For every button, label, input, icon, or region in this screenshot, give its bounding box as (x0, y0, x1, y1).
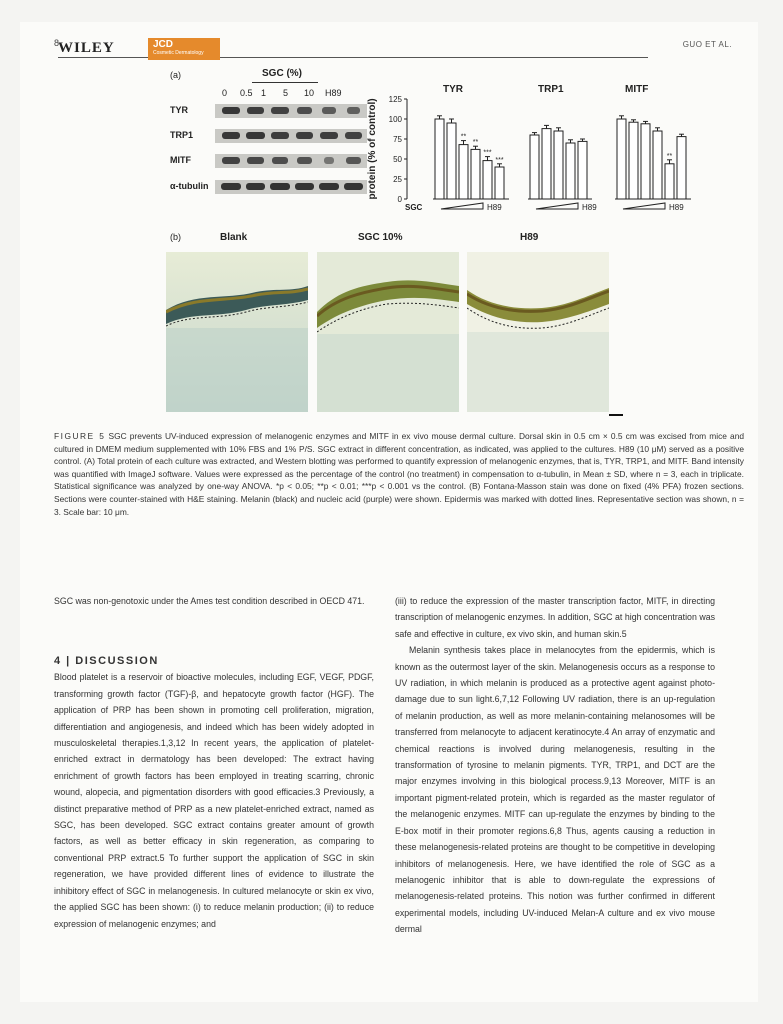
bar (653, 131, 662, 199)
blot-strip (215, 154, 367, 168)
chart-title: TYR (443, 84, 463, 95)
y-tick-label: 50 (393, 155, 402, 164)
bar (471, 149, 480, 199)
y-tick-label: 0 (397, 195, 402, 204)
x-label-h89: H89 (487, 203, 502, 212)
blot-strip (215, 129, 367, 143)
bar (677, 137, 686, 199)
blot-band (221, 183, 240, 190)
lane-label: 0 (222, 88, 228, 98)
blot-band (295, 183, 314, 190)
bar (435, 119, 444, 199)
blot-band (247, 157, 264, 164)
bar (483, 161, 492, 199)
scale-bar (609, 414, 623, 416)
y-tick-label: 25 (393, 175, 402, 184)
y-tick-label: 100 (388, 115, 402, 124)
blot-band (320, 132, 338, 139)
y-tick-label: 125 (388, 95, 402, 104)
sgc-bracket (252, 82, 318, 83)
chart-title: TRP1 (538, 84, 564, 95)
running-head: GUO ET AL. (682, 40, 732, 49)
panel-b-title-sgc: SGC 10% (358, 232, 403, 243)
bar (542, 129, 551, 199)
bar (641, 124, 650, 199)
histology-sgc (317, 252, 459, 412)
blot-band (319, 183, 338, 190)
panel-b-title-blank: Blank (220, 232, 248, 243)
left-column (54, 593, 374, 932)
bar (566, 143, 575, 199)
blot-band (345, 132, 362, 139)
blot-band (347, 107, 360, 114)
bar (495, 167, 504, 199)
blot-row-label: TYR (170, 105, 188, 115)
x-label-sgc: SGC (405, 203, 423, 212)
panel-b-label: (b) (170, 232, 181, 242)
left-discussion-paragraph: Blood platelet is a reservoir of bioactive molecules, including EGF, VEGF, PDGF, transforming growth factor (TGF)-β, and hepatocyte growth factor (HGF). The application of PRP has been shown in promoting cell proliferation, migration, differentiation and angiogenesis, and indeed which has been widely adopted in musculoskeletal therapies.1,3,12 In recent years, the application of platelet-enriched extract in dermatology has been developed: The extract having enrichment of growth factors has been employed in treating scarring, chronic wound, alopecia, and pigmentation disorders with good efficacies.3 Previously, a distinct preparative method of PRP as a new platelet-enriched extract, named as SGC, has been developed. SGC extract contains greater amount of growth factors, as well as better efficacy in skin regeneration, as comparing to conventional PRP extract.5 To further support the application of SGC in skin regeneration, we have provided different lines of evidence to illustrate the inhibitory effect of SGC in melanogenesis. In cultured melanocyte or skin ex vivo, the applied SGC has been shown: (i) to reduce melanin production; (ii) to reduce expression of melanogenic enzymes; and (54, 672, 374, 929)
bar (447, 123, 456, 199)
lane-label: 1 (261, 88, 267, 98)
blot-band (271, 132, 289, 139)
x-label-h89: H89 (669, 203, 684, 212)
blot-band (247, 107, 265, 114)
panel-a-label: (a) (170, 70, 181, 80)
blot-strip (215, 180, 367, 194)
histology-blank (166, 252, 308, 412)
blot-band (272, 157, 288, 164)
chart-title: MITF (625, 84, 649, 95)
caption-text: SGC prevents UV-induced expression of melanogenic enzymes and MITF in ex vivo mouse dermal culture. Dorsal skin in 0.5 cm × 0.5 cm was excised from mice and cultured in DMEM medium supplemented with 10% FBS and 1% P/S. SGC extract in different concentration, as indicated, was applied to the cultures. H89 (10 μM) served as a positive control. (A) Total protein of each culture was extracted, and Western blotting was performed to quantify expression of melanogenic enzymes, that is, TYR, TRP1, and MITF. Band intensity was quantified with ImageJ software. Values were expressed as the percentage of the control (no treatment) in compensation to α-tubulin, in Mean ± SD, where n = 3, each in triplicate. Statistical significance was analyzed by one-way ANOVA. *p < 0.05; **p < 0.01; ***p < 0.001 vs the control. (B) Fontana-Masson stain was done on fixed (4% PFA) frozen sections. Sections were counter-stained with H&E staining. Melanin (black) and nucleic acid (purple) were shown. Epidermis was marked with dotted lines. Representative section was shown, n = 3. Scale bar: 10 μm. (54, 431, 745, 517)
lane-label: 10 (304, 88, 315, 98)
header-rule (58, 57, 648, 58)
blot-band (297, 157, 312, 164)
blot-band (246, 132, 265, 139)
blot-band (346, 157, 360, 164)
blot-band (222, 107, 241, 114)
blot-band (222, 157, 239, 164)
blot-band (271, 107, 288, 114)
lane-label: H89 (325, 88, 342, 98)
sgc-ramp (623, 203, 665, 209)
bar (530, 135, 539, 199)
blot-row-label: TRP1 (170, 130, 194, 140)
journal-abbrev: JCD (153, 39, 174, 50)
histology-h89 (467, 252, 609, 412)
y-tick-label: 75 (393, 135, 402, 144)
blot-row-label: MITF (170, 155, 191, 165)
sgc-label: SGC (%) (262, 68, 302, 79)
bar (459, 145, 468, 199)
blot-row-label: α-tubulin (170, 181, 209, 191)
journal-logo (148, 38, 220, 60)
blot-strip (215, 104, 367, 118)
bar-charts (365, 77, 735, 227)
left-intro-paragraph: SGC was non-genotoxic under the Ames test condition described in OECD 471. (54, 596, 365, 606)
significance-label: ** (460, 133, 467, 141)
right-paragraph-1: (iii) to reduce the expression of the master transcription factor, MITF, in directing transcription of melanogenic enzymes. In addition, SGC at high concentration was safe and effective in culture, ex vivo skin, and human skin.5 (395, 596, 715, 639)
blot-band (222, 132, 241, 139)
figure-caption (54, 430, 744, 518)
significance-label: *** (495, 156, 504, 164)
right-column (395, 593, 715, 938)
significance-label: *** (483, 149, 492, 157)
y-axis-label: protein (% of control) (367, 98, 378, 200)
right-paragraph-2: Melanin synthesis takes place in melanocytes from the epidermis, which is known as the outermost layer of the skin. Melanogenesis occurs as a response to UV radiation, in which melanin is produced as a protective agent against photo-damage due to sun light.6,7,12 Following UV radiation, there is an up-regulation of melanin production, as well as more melanin-containing melanosomes will be transferred from melanocyte to adjacent keratinocyte.4 An array of enzymatic and chemical reactions is involved during melanogenesis, resulting in the transformation of tyrosine to melanin pigments. TYR, TRP1, and DCT are the major enzymes involving in this biological process.9,13 Moreover, MITF is an important pigment-related protein, which is regarded as the master regulator of the melanogenic enzymes. MITF can up-regulate the enzymes by binding to the E-box motif in their promoter regions.6,8 Thus, agents causing a reduction in these melanogenesis-related proteins are thought to be competitive in developing inhibitors of melanogenesis. Here, we have identified the role of SGC as a melanogenic inhibitor that is able to down-regulate the expressions of melanogenesis-related proteins. This notion was further confirmed in different experimental models, including UV-induced Melan-A culture and ex vivo mouse dermal (395, 645, 715, 935)
x-label-h89: H89 (582, 203, 597, 212)
blot-band (324, 157, 334, 164)
page-number: 8 (54, 38, 60, 48)
paper-page (20, 22, 758, 1002)
lane-label: 5 (283, 88, 289, 98)
blot-band (344, 183, 363, 190)
bar (554, 131, 563, 199)
panel-b-title-h89: H89 (520, 232, 539, 243)
section-heading: 4 | DISCUSSION (54, 655, 159, 667)
blot-band (297, 107, 313, 114)
blot-band (296, 132, 314, 139)
bar (617, 119, 626, 199)
lane-label: 0.5 (240, 88, 253, 98)
significance-label: ** (666, 152, 673, 160)
bar (578, 141, 587, 199)
bar (665, 164, 674, 199)
sgc-ramp (441, 203, 483, 209)
figure-label: FIGURE 5 (54, 431, 106, 441)
publisher-logo: WILEY (58, 40, 115, 56)
significance-label: ** (472, 139, 479, 147)
journal-name: Cosmetic Dermatology (153, 50, 204, 56)
blot-band (270, 183, 289, 190)
blot-band (246, 183, 265, 190)
bar (629, 122, 638, 199)
sgc-ramp (536, 203, 578, 209)
blot-band (322, 107, 336, 114)
